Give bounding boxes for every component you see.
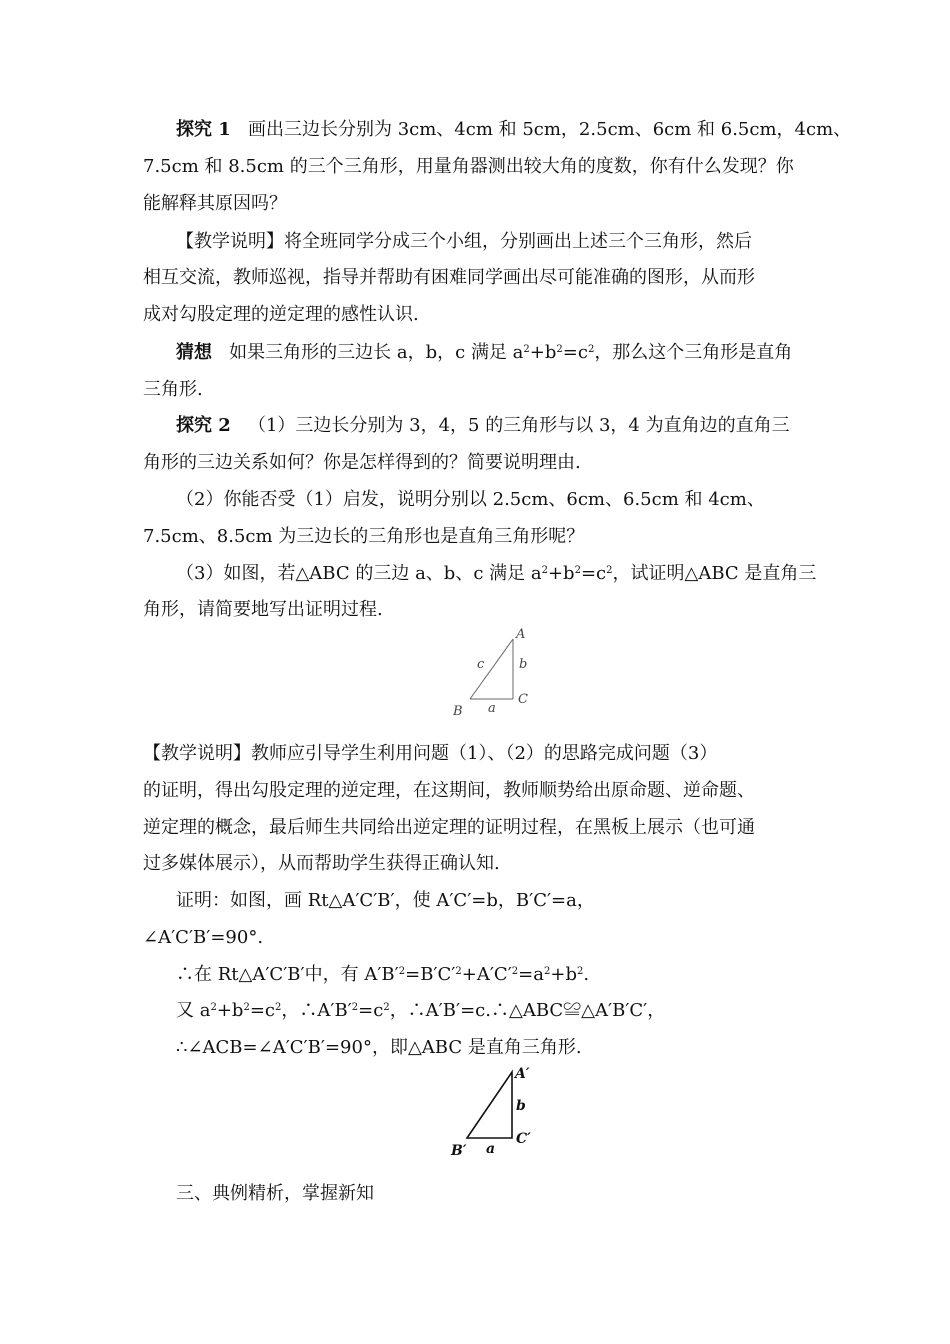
explore2-q2-line1: （2）你能否受（1）启发，说明分别以 2.5cm、6cm、6.5cm 和 4cm、 — [176, 489, 765, 510]
proof3-f: . — [583, 964, 590, 985]
teaching-note1-line2: 相互交流，教师巡视，指导并帮助有困难同学画出尽可能准确的图形，从而形 — [143, 267, 755, 288]
teaching-note2-line4: 过多媒体展示），从而帮助学生获得正确认知. — [143, 853, 500, 874]
side-a-label: a — [488, 701, 496, 716]
proof4-a: 又 a — [176, 1000, 211, 1021]
vertex-b-label: B — [453, 704, 463, 719]
proof3-e: +b — [550, 964, 577, 985]
side-b-label: b — [519, 657, 528, 672]
explore2-q2-line2: 7.5cm、8.5cm 为三边长的三角形也是直角三角形呢？ — [143, 526, 585, 547]
conjecture-text-a: 如果三角形的三边长 a，b，c 满足 a — [229, 342, 524, 363]
teaching-note1-line3: 成对勾股定理的逆定理的感性认识. — [143, 304, 419, 325]
proof4-e: =c — [358, 1000, 384, 1021]
sup: 2 — [541, 565, 548, 576]
teaching-note2-line1: 【教学说明】教师应引导学生利用问题（1）、（2）的思路完成问题（3） — [143, 743, 718, 764]
sup: 2 — [576, 966, 584, 977]
side-a-prime-label: a — [486, 1141, 496, 1157]
vertex-b-prime-label: B′ — [451, 1143, 467, 1159]
proof3-b: =B′C′ — [405, 964, 456, 985]
sup: 2 — [383, 1002, 390, 1013]
sup: 2 — [243, 1002, 250, 1013]
conjecture-label: 猜想 — [176, 342, 212, 363]
explore2-label: 探究 2 — [176, 415, 231, 436]
explore1-line1 — [176, 118, 851, 142]
teaching-note2-line2: 的证明，得出勾股定理的逆定理，在这期间，教师顺势给出原命题、逆命题、 — [143, 780, 755, 801]
explore1-label: 探究 1 — [176, 119, 231, 140]
sup: 2 — [523, 344, 530, 355]
sup: 2 — [606, 565, 613, 576]
explore1-text-1: 画出三边长分别为 3cm、4cm 和 5cm，2.5cm、6cm 和 6.5cm，4cm、 — [247, 119, 852, 140]
teaching-note2-line3: 逆定理的概念，最后师生共同给出逆定理的证明过程，在黑板上展示（也可通 — [143, 817, 755, 838]
section3-title: 三、典例精析，掌握新知 — [176, 1183, 374, 1204]
proof-line1: 证明：如图，画 Rt△A′C′B′，使 A′C′=b，B′C′=a， — [176, 890, 595, 911]
vertex-c-label: C — [518, 692, 528, 707]
sup: 2 — [398, 966, 406, 977]
vertex-a-prime-label: A′ — [515, 1066, 530, 1082]
triangle-a-prime-shape — [467, 1072, 512, 1138]
proof3-c: +A′C′ — [461, 964, 512, 985]
q3-text-b: +b — [547, 563, 575, 584]
sup: 2 — [543, 966, 551, 977]
vertex-a-label: A — [516, 627, 526, 642]
explore2-q1-line1 — [176, 414, 790, 438]
proof3-a: ∴在 Rt△A′C′B′中，有 A′B′ — [176, 964, 399, 985]
sup: 2 — [511, 966, 519, 977]
proof4-b: +b — [216, 1000, 244, 1021]
sup: 2 — [574, 565, 581, 576]
explore1-line2: 7.5cm 和 8.5cm 的三个三角形，用量角器测出较大角的度数，你有什么发现？你 — [143, 156, 794, 177]
sup: 2 — [587, 344, 595, 355]
side-b-prime-label: b — [516, 1098, 526, 1114]
explore2-q3-line1 — [176, 562, 816, 586]
explore2-q3-line2: 角形，请简要地写出证明过程. — [143, 599, 383, 620]
conjecture-text-b: +b — [529, 342, 557, 363]
proof-line4 — [176, 999, 665, 1023]
side-c-label: c — [477, 657, 485, 672]
proof4-f: ，∴A′B′=c.∴△ABC≌△A′B′C′， — [389, 1000, 666, 1021]
q3-text-d: ，试证明△ABC 是直角三 — [612, 563, 817, 584]
proof-line5: ∴∠ACB=∠A′C′B′=90°，即△ABC 是直角三角形. — [176, 1037, 582, 1058]
vertex-c-prime-label: C′ — [516, 1131, 531, 1147]
explore2-q1-text: （1）三边长分别为 3，4，5 的三角形与以 3，4 为直角边的直角三 — [247, 415, 790, 436]
conjecture-line2: 三角形. — [143, 379, 203, 400]
sup: 2 — [274, 1002, 282, 1013]
triangle-abc-figure — [440, 624, 540, 719]
conjecture-text-d: ，那么这个三角形是直角 — [594, 342, 793, 363]
explore2-q1-line2: 角形的三边关系如何？你是怎样得到的？简要说明理由. — [143, 452, 581, 473]
sup: 2 — [210, 1002, 217, 1013]
explore1-line3: 能解释其原因吗？ — [143, 193, 287, 214]
proof3-d: =a — [518, 964, 544, 985]
sup: 2 — [351, 1002, 359, 1013]
sup: 2 — [455, 966, 462, 977]
q3-text-c: =c — [580, 563, 607, 584]
conjecture-text-c: =c — [562, 342, 588, 363]
teaching-note1-line1: 【教学说明】将全班同学分成三个小组，分别画出上述三个三角形，然后 — [176, 231, 752, 252]
triangle-a-prime-figure — [445, 1062, 555, 1164]
proof-line2: ∠A′C′B′=90°. — [143, 927, 264, 948]
proof4-c: =c — [249, 1000, 275, 1021]
proof4-d: ，∴A′B′ — [281, 1000, 352, 1021]
sup: 2 — [556, 344, 563, 355]
proof-line3 — [176, 963, 589, 987]
conjecture-line1 — [176, 341, 792, 365]
q3-text-a: （3）如图，若△ABC 的三边 a、b、c 满足 a — [176, 563, 542, 584]
